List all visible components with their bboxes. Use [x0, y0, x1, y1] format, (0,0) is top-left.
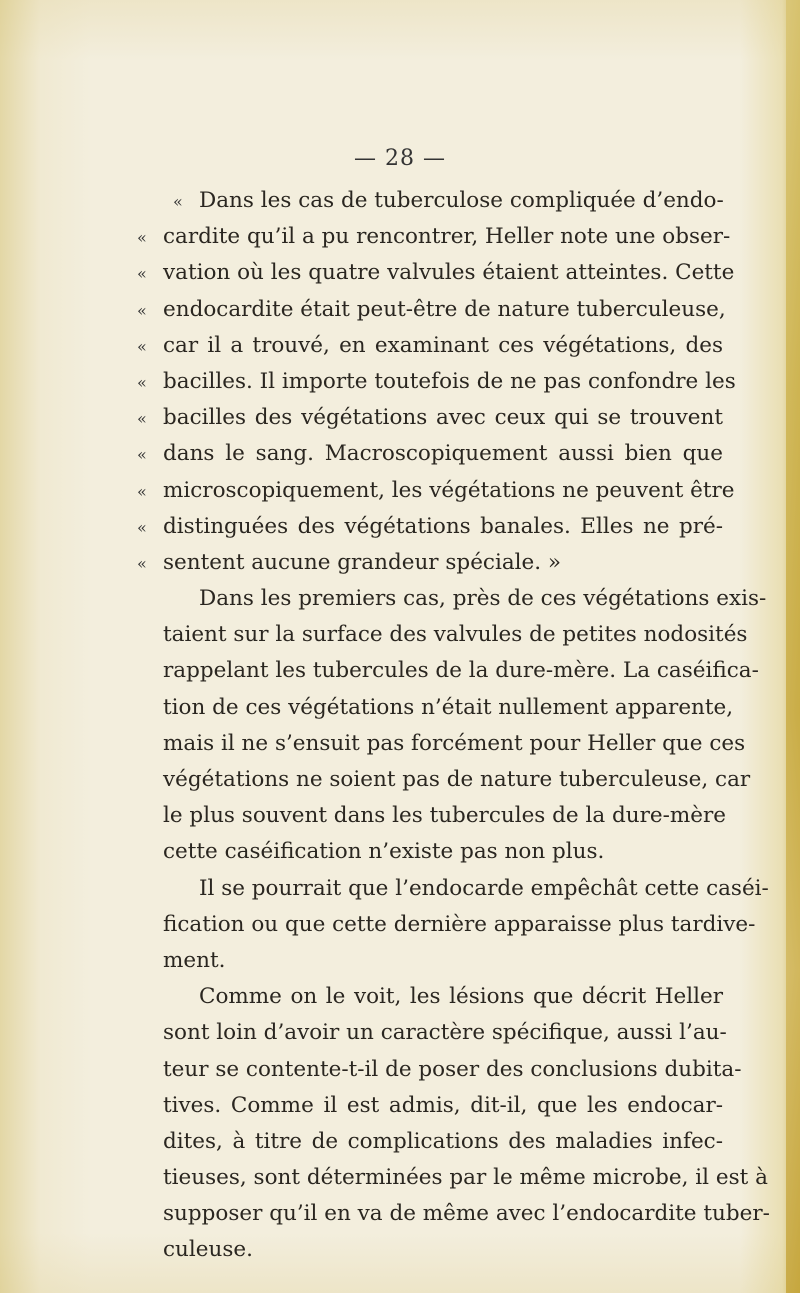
text-line [163, 1196, 770, 1232]
text-line-content: sentent aucune grandeur spéciale. » [163, 549, 562, 575]
text-line-content: cardite qu’il a pu rencontrer, Heller note une obser- [163, 224, 731, 250]
text-line [163, 871, 769, 907]
text-line [163, 617, 748, 653]
text-line-content: sont loin d’avoir un caractère spécifique, aussi l’au- [163, 1020, 727, 1046]
text-line: « endocardite était peut-être de nature tuberculeuse, [137, 296, 726, 322]
text-line: « cardite qu’il a pu rencontrer, Heller note une obser- [137, 224, 731, 250]
text-line-content: teur se contente-t-il de poser des conclusions dubita- [163, 1056, 742, 1082]
text-line: « vation où les quatre valvules étaient atteintes. Cette [137, 260, 735, 286]
text-line [163, 943, 723, 979]
text-line [163, 581, 767, 617]
text-line [163, 907, 756, 943]
text-line [163, 834, 723, 870]
text-line: « sentent aucune grandeur spéciale. » [137, 549, 562, 575]
text-line [163, 1160, 768, 1196]
text-line [163, 979, 723, 1015]
text-line-content: végétations ne soient pas de nature tuberculeuse, car [163, 767, 751, 792]
text-line-content: culeuse. [163, 1237, 253, 1263]
text-line-content: bacilles des végétations avec ceux qui se trouvent [163, 405, 723, 431]
text-line-content: rappelant les tubercules de la dure-mère. La caséifica- [163, 658, 759, 684]
page-number: — 28 — [354, 146, 446, 171]
text-line-content: Comme on le voit, les lésions que décrit Heller [199, 984, 723, 1010]
text-line-content: Dans les cas de tuberculose compliquée d’endo- [199, 188, 724, 213]
text-line [163, 1124, 723, 1160]
text-line-content: fication ou que cette dernière apparaisse plus tardive- [163, 911, 756, 937]
text-line-content: endocardite était peut-être de nature tuberculeuse, [163, 296, 726, 322]
text-line-content: ment. [163, 947, 226, 973]
text-line-content: microscopiquement, les végétations ne peuvent être [163, 477, 735, 503]
text-line: « bacilles. Il importe toutefois de ne pas confondre les [137, 368, 736, 394]
text-line-content: distinguées des végétations banales. Elles ne pré- [163, 513, 723, 539]
text-line-content: cette caséification n’existe pas non plus. [163, 839, 605, 865]
text-line [163, 1232, 723, 1268]
text-line [163, 1052, 742, 1088]
text-line [163, 1015, 727, 1051]
text-line-content: tieuses, sont déterminées par le même microbe, il est à [163, 1165, 768, 1191]
text-line [163, 1088, 723, 1124]
text-line [163, 762, 751, 798]
text-line-content: Dans les premiers cas, près de ces végétations exis- [199, 586, 767, 612]
body-text [137, 183, 770, 1269]
text-line-content: supposer qu’il en va de même avec l’endocardite tuber- [163, 1201, 770, 1227]
text-line-content: tion de ces végétations n’était nullement apparente, [163, 694, 734, 720]
text-line: « bacilles des végétations avec ceux qui se trouvent [137, 405, 723, 431]
text-line [163, 690, 734, 726]
text-line-content: Il se pourrait que l’endocarde empêchât cette caséi- [199, 875, 769, 901]
text-line-content: vation où les quatre valvules étaient atteintes. Cette [163, 260, 735, 286]
text-line-content: mais il ne s’ensuit pas forcément pour Heller que ces [163, 730, 746, 756]
text-line: « dans le sang. Macroscopiquement aussi bien que [137, 441, 723, 467]
text-line-content: taient sur la surface des valvules de petites nodosités [163, 622, 748, 648]
page-edge-stain [786, 0, 800, 1293]
text-line: « distinguées des végétations banales. Elles ne pré- [137, 513, 723, 539]
text-line: « Dans les cas de tuberculose compliquée d’endo- [173, 188, 724, 213]
text-line-content: tives. Comme il est admis, dit-il, que les endocar- [163, 1092, 723, 1118]
text-line-content: le plus souvent dans les tubercules de la dure-mère [163, 803, 727, 829]
text-line-content: dites, à titre de complications des maladies infec- [163, 1128, 723, 1154]
text-line-content: dans le sang. Macroscopiquement aussi bien que [163, 441, 723, 467]
text-line [163, 726, 746, 762]
text-line-content: bacilles. Il importe toutefois de ne pas confondre les [163, 368, 736, 394]
text-line [163, 653, 759, 689]
text-line [163, 798, 727, 834]
text-line: « microscopiquement, les végétations ne peuvent être [137, 477, 735, 503]
text-line: « car il a trouvé, en examinant ces végétations, des [137, 332, 723, 358]
text-line-content: car il a trouvé, en examinant ces végétations, des [163, 332, 723, 358]
